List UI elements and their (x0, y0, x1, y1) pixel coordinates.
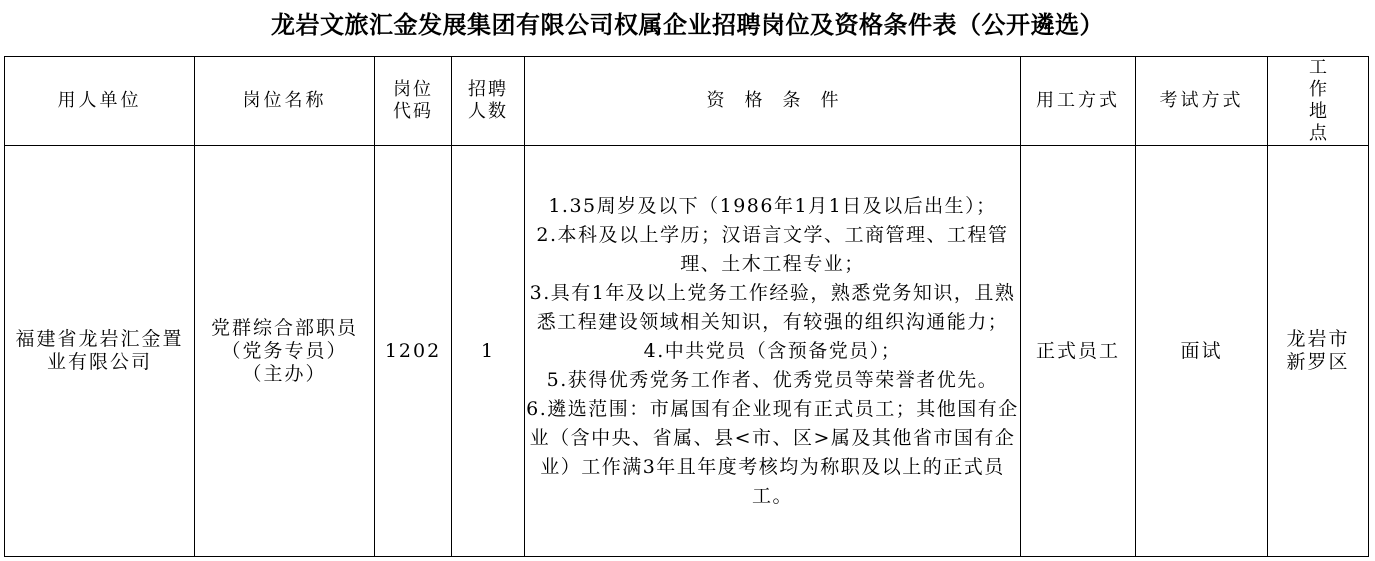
page-title: 龙岩文旅汇金发展集团有限公司权属企业招聘岗位及资格条件表（公开遴选） (271, 11, 1104, 39)
requirement-item: 2.本科及以上学历；汉语言文学、工商管理、工程管理、土木工程专业； (536, 223, 1009, 275)
cell-code (375, 146, 452, 557)
header-requirements (525, 57, 1021, 146)
header-position (195, 57, 375, 146)
requirement-item: 3.具有1年及以上党务工作经验，熟悉党务知识，且熟悉工程建设领域相关知识，有较强的组织沟通能力； (529, 281, 1016, 333)
header-location (1268, 57, 1369, 146)
header-requirements-label: 资格条件 (706, 90, 859, 111)
header-exam (1136, 57, 1268, 146)
position-line: 党群综合部职员 (210, 316, 358, 339)
cell-position (195, 146, 375, 557)
header-exam-label: 考试方式 (1159, 90, 1244, 111)
header-position-label: 岗位名称 (242, 90, 327, 111)
cell-location (1268, 146, 1369, 557)
cell-employment (1021, 146, 1136, 557)
header-employment-label: 用工方式 (1036, 90, 1120, 111)
table-header-row (5, 57, 1369, 146)
unit-name: 福建省龙岩汇金置业有限公司 (15, 328, 184, 373)
header-count-label: 招聘人数 (468, 79, 508, 122)
position-line: （主办） (242, 362, 327, 385)
header-code-label: 岗位代码 (393, 79, 433, 122)
exam-type: 面试 (1180, 339, 1223, 362)
position-name (197, 317, 373, 386)
requirement-item: 1.35周岁及以下（1986年1月1日及以后出生）； (548, 194, 997, 217)
requirement-item: 4.中共党员（含预备党员）； (643, 339, 902, 362)
header-unit-label: 用人单位 (57, 90, 142, 111)
position-code: 1202 (384, 339, 442, 362)
header-code (375, 57, 452, 146)
cell-requirements (525, 146, 1021, 557)
cell-unit (5, 146, 195, 557)
table-row (5, 146, 1369, 557)
header-unit (5, 57, 195, 146)
cell-exam (1136, 146, 1268, 557)
position-line: （党务专员） (221, 339, 348, 362)
recruitment-table (4, 56, 1369, 557)
employment-type: 正式员工 (1035, 339, 1120, 362)
requirement-item: 6.遴选范围：市属国有企业现有正式员工；其他国有企业（含中央、省属、县<市、区>属及其他省市国有企业）工作满3年且年度考核均为称职及以上的正式员工。 (526, 397, 1019, 507)
cell-count (452, 146, 525, 557)
work-location: 龙岩市新罗区 (1286, 328, 1350, 373)
header-employment (1021, 57, 1136, 146)
requirement-item: 5.获得优秀党务工作者、优秀党员等荣誉者优先。 (546, 368, 999, 391)
header-location-label: 工作地点 (1309, 57, 1341, 144)
hiring-count: 1 (480, 339, 496, 362)
header-count (452, 57, 525, 146)
